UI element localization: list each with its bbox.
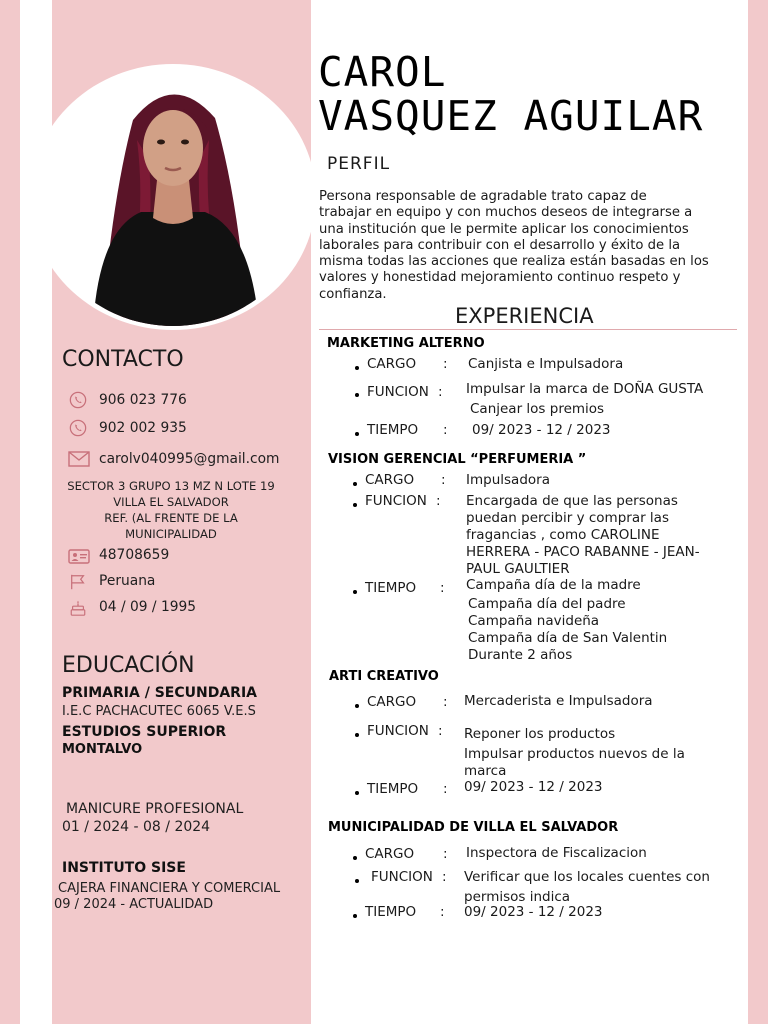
cargo-label: CARGO [365, 472, 415, 488]
education-manicure: MANICURE PROFESIONAL [66, 801, 244, 817]
profile-line: Persona responsable de agradable trato capaz de [319, 189, 647, 204]
job-tiempo-line: Campaña día de la madre [466, 577, 641, 593]
colon: : [440, 904, 445, 920]
mail-icon [68, 451, 90, 467]
experience-heading: EXPERIENCIA [455, 304, 594, 328]
cargo-label: CARGO [367, 694, 417, 710]
bullet [353, 482, 357, 486]
job-funcion-line: Impulsar productos nuevos de la [464, 746, 685, 762]
bullet [353, 503, 357, 507]
address-line: SECTOR 3 GRUPO 13 MZ N LOTE 19 [67, 479, 275, 493]
colon: : [443, 422, 448, 438]
colon: : [442, 869, 447, 885]
phone-number-1: 906 023 776 [99, 392, 187, 408]
job-funcion-line: marca [464, 763, 507, 779]
education-primary-title: PRIMARIA / SECUNDARIA [62, 685, 257, 701]
job-funcion-line: PAUL GAULTIER [466, 561, 570, 577]
bullet [355, 366, 359, 370]
funcion-label: FUNCION [371, 869, 433, 885]
tiempo-label: TIEMPO [367, 781, 419, 797]
job-tiempo-line: Campaña día del padre [468, 596, 626, 612]
job-cargo: Impulsadora [466, 472, 550, 488]
job-funcion-line: Encargada de que las personas [466, 493, 678, 509]
bullet [355, 432, 359, 436]
bullet [353, 914, 357, 918]
profile-heading: PERFIL [327, 154, 391, 174]
profile-line: trabajar en equipo y con muchos deseos de integrarse a [319, 205, 693, 221]
candidate-name [318, 50, 703, 138]
colon: : [443, 846, 448, 862]
profile-text [319, 189, 739, 303]
colon: : [440, 580, 445, 596]
cargo-label: CARGO [365, 846, 415, 862]
id-card-icon [68, 549, 90, 564]
job-funcion-line: permisos indica [464, 889, 571, 905]
funcion-label: FUNCION [365, 493, 427, 509]
colon: : [443, 781, 448, 797]
job-funcion-line: Canjear los premios [470, 401, 605, 417]
tiempo-label: TIEMPO [365, 580, 417, 596]
job-company: VISION GERENCIAL “PERFUMERIA ” [328, 452, 587, 467]
address-line: REF. (AL FRENTE DE LA MUNICIPALIDAD [104, 511, 238, 541]
job-cargo: Mercaderista e Impulsadora [464, 693, 653, 709]
education-sise-dates: 09 / 2024 - ACTUALIDAD [54, 897, 214, 912]
job-company: ARTI CREATIVO [329, 669, 439, 684]
job-funcion-line: fragancias , como CAROLINE [466, 527, 660, 543]
education-superior-title: ESTUDIOS SUPERIOR [62, 724, 227, 740]
job-tiempo-line: Campaña navideña [468, 613, 600, 629]
funcion-label: FUNCION [367, 723, 429, 739]
email-address: carolv040995@gmail.com [99, 451, 280, 467]
job-tiempo: 09/ 2023 - 12 / 2023 [472, 422, 611, 438]
profile-photo [37, 70, 309, 326]
education-primary-school: I.E.C PACHACUTEC 6065 V.E.S [62, 704, 256, 719]
job-funcion-line: puedan percibir y comprar las [466, 510, 669, 526]
name-line-1: CAROL [318, 48, 447, 96]
profile-line: laborales para contribuir con el desarrollo y éxito de la [319, 237, 681, 253]
bullet [355, 704, 359, 708]
job-company: MARKETING ALTERNO [327, 336, 485, 351]
job-cargo: Canjista e Impulsadora [468, 356, 624, 372]
cake-icon [68, 599, 88, 617]
job-company: MUNICIPALIDAD DE VILLA EL SALVADOR [328, 820, 619, 835]
address-line: VILLA EL SALVADOR [113, 495, 229, 509]
name-line-2: VASQUEZ AGUILAR [318, 92, 704, 140]
phone-icon [68, 391, 88, 409]
profile-line: una institución que le permite aplicar los conocimientos [319, 221, 689, 237]
funcion-label: FUNCION [367, 384, 429, 400]
colon: : [438, 384, 443, 400]
bullet [355, 879, 359, 883]
education-superior-school: MONTALVO [62, 742, 143, 757]
job-funcion-line: Impulsar la marca de DOÑA GUSTA [466, 381, 704, 397]
bullet [355, 791, 359, 795]
profile-line: confianza. [319, 286, 387, 302]
education-manicure-dates: 01 / 2024 - 08 / 2024 [62, 819, 211, 835]
job-funcion-line: Verificar que los locales cuentes con [464, 869, 710, 885]
colon: : [443, 694, 448, 710]
address [62, 478, 280, 542]
bullet [355, 733, 359, 737]
phone-icon [68, 419, 88, 437]
cargo-label: CARGO [367, 356, 417, 372]
job-tiempo-line: Campaña día de San Valentin [468, 630, 668, 646]
right-accent-stripe [748, 0, 768, 1024]
bullet [353, 590, 357, 594]
bullet [355, 393, 359, 397]
job-tiempo: 09/ 2023 - 12 / 2023 [464, 779, 603, 795]
education-sise-title: INSTITUTO SISE [62, 860, 186, 876]
colon: : [436, 493, 441, 509]
colon: : [443, 356, 448, 372]
nationality: Peruana [99, 573, 156, 589]
profile-line: misma todas las acciones que realiza están basadas en los [319, 254, 709, 270]
job-funcion-line: HERRERA - PACO RABANNE - JEAN- [466, 544, 700, 560]
flag-icon [68, 573, 88, 591]
colon: : [441, 472, 446, 488]
job-funcion-line: Reponer los productos [464, 726, 616, 742]
left-accent-stripe [0, 0, 20, 1024]
education-heading: EDUCACIÓN [62, 653, 195, 678]
experience-divider [319, 329, 737, 330]
contact-heading: CONTACTO [62, 347, 184, 372]
colon: : [438, 723, 443, 739]
job-cargo: Inspectora de Fiscalizacion [466, 845, 647, 861]
profile-line: valores y honestidad mejoramiento continuo respeto y [319, 270, 681, 286]
tiempo-label: TIEMPO [367, 422, 419, 438]
job-tiempo: 09/ 2023 - 12 / 2023 [464, 904, 603, 920]
birth-date: 04 / 09 / 1995 [99, 599, 197, 615]
tiempo-label: TIEMPO [365, 904, 417, 920]
job-tiempo-line: Durante 2 años [468, 647, 573, 663]
dni-number: 48708659 [99, 547, 170, 563]
phone-number-2: 902 002 935 [99, 420, 187, 436]
bullet [353, 856, 357, 860]
education-sise-program: CAJERA FINANCIERA Y COMERCIAL [58, 881, 281, 896]
